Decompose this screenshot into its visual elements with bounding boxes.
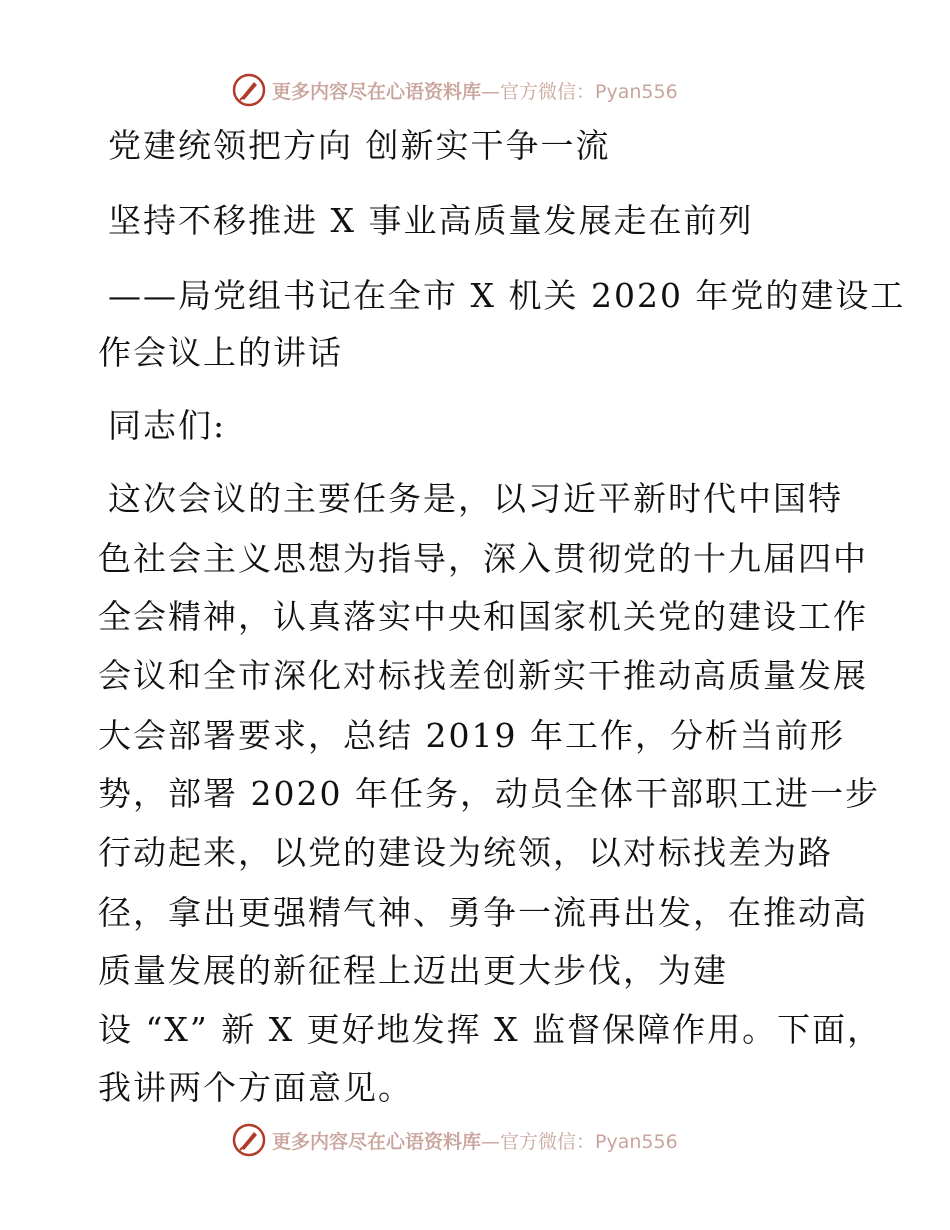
- quill-pen-logo-icon: [232, 73, 266, 107]
- quill-pen-logo-icon: [232, 1123, 266, 1157]
- document-subtitle-line-1: ——局党组书记在全市 X 机关 2020 年党的建设工: [108, 276, 906, 315]
- document-title-line-2: 坚持不移推进 X 事业高质量发展走在前列: [108, 201, 754, 240]
- body-line: 势，部署 2020 年任务，动员全体干部职工进一步: [98, 774, 880, 813]
- body-line: 行动起来，以党的建设为统领，以对标找差为路: [98, 833, 833, 872]
- footer-watermark: [232, 1120, 678, 1160]
- watermark-site-text: 更多内容尽在心语资料库: [272, 1130, 482, 1153]
- watermark-site-text: 更多内容尽在心语资料库: [272, 80, 482, 103]
- watermark-contact-text: —官方微信：Pyan556: [481, 80, 678, 103]
- body-line: 这次会议的主要任务是，以习近平新时代中国特: [108, 479, 843, 518]
- document-subtitle-line-2: 作会议上的讲话: [98, 333, 343, 372]
- body-line: 我讲两个方面意见。: [98, 1068, 413, 1107]
- body-line: 会议和全市深化对标找差创新实干推动高质量发展: [98, 656, 868, 695]
- body-line: 色社会主义思想为指导，深入贯彻党的十九届四中: [98, 539, 868, 578]
- document-title-line-1: 党建统领把方向 创新实干争一流: [108, 126, 611, 165]
- body-line: 质量发展的新征程上迈出更大步伐，为建: [98, 951, 728, 990]
- watermark-contact-text: —官方微信：Pyan556: [481, 1130, 678, 1153]
- header-watermark: [232, 70, 678, 110]
- salutation: 同志们:: [108, 406, 227, 445]
- body-line: 全会精神，认真落实中央和国家机关党的建设工作: [98, 597, 868, 636]
- body-line: 设 “X” 新 X 更好地发挥 X 监督保障作用。下面，: [98, 1010, 883, 1049]
- body-line: 径，拿出更强精气神、勇争一流再出发，在推动高: [98, 893, 868, 932]
- body-line: 大会部署要求，总结 2019 年工作，分析当前形: [98, 716, 845, 755]
